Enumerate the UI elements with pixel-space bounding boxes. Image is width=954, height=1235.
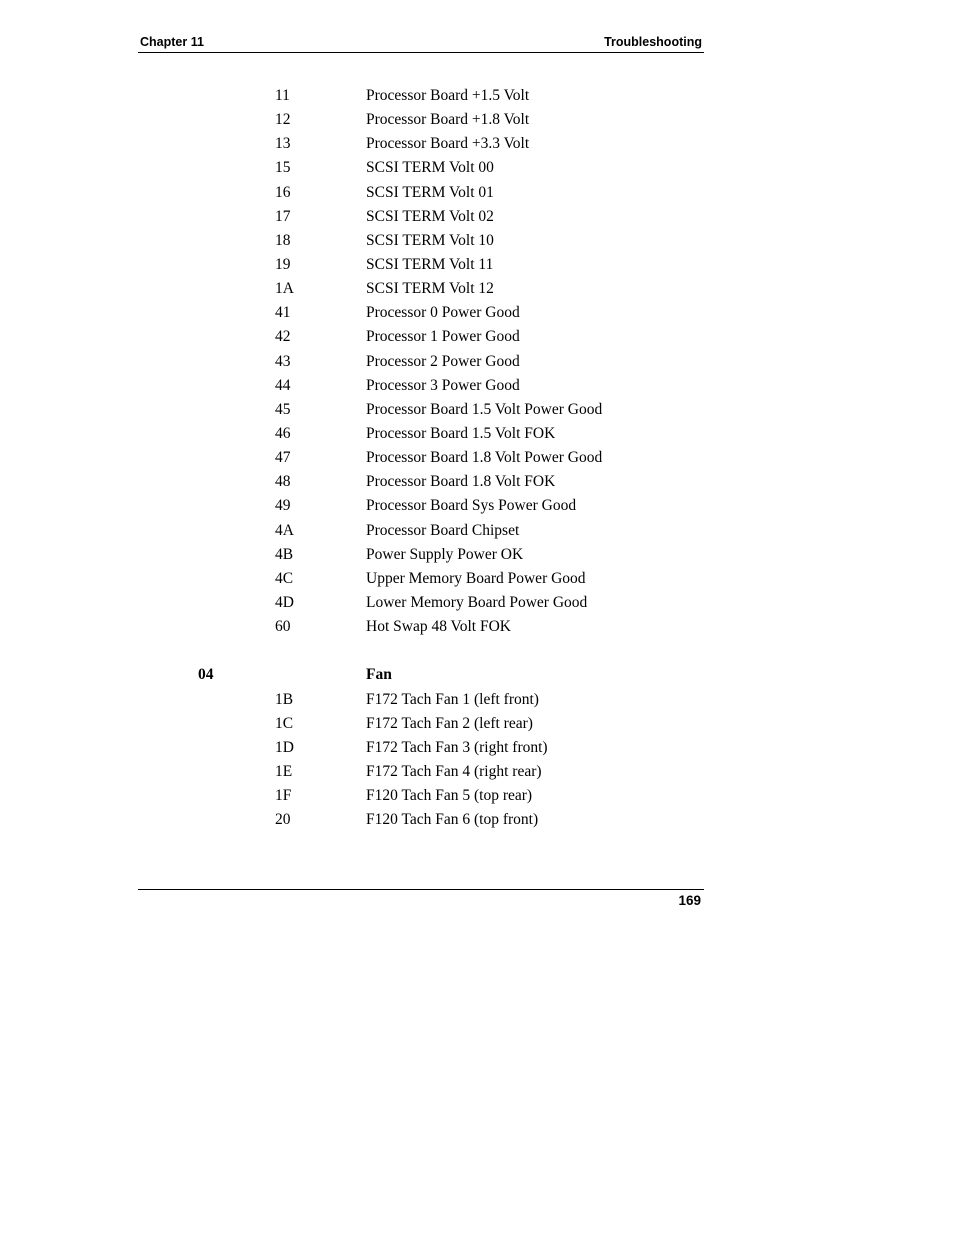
sensor-description: F120 Tach Fan 6 (top front) [366,811,539,829]
table-row [0,591,954,615]
table-row [0,253,954,277]
table-row [0,374,954,398]
table-row [0,325,954,349]
table-row [0,229,954,253]
sensor-description: Processor 3 Power Good [366,376,520,394]
table-row [0,736,954,760]
sensor-code: 49 [275,497,291,515]
sensor-code: 18 [275,231,291,249]
table-row [0,301,954,325]
group-code: 04 [198,666,214,684]
table-row [0,277,954,301]
sensor-code: 13 [275,135,291,153]
sensor-description: Processor Board Sys Power Good [366,497,577,515]
page-number: 169 [678,893,701,908]
sensor-code: 1D [275,738,294,756]
sensor-description: SCSI TERM Volt 01 [366,183,494,201]
table-row [0,688,954,712]
table-row [0,519,954,543]
page-header [138,33,704,53]
sensor-description: Processor Board 1.8 Volt FOK [366,473,556,491]
sensor-code: 1E [275,762,293,780]
table-row [0,494,954,518]
sensor-code: 4D [275,593,294,611]
table-row [0,712,954,736]
sensor-code: 1A [275,280,294,298]
table-row [0,760,954,784]
sensor-description: Processor Board 1.5 Volt Power Good [366,400,603,418]
sensor-code: 46 [275,424,291,442]
sensor-code: 1C [275,714,294,732]
sensor-description: F172 Tach Fan 4 (right rear) [366,762,542,780]
sensor-code: 12 [275,111,291,129]
sensor-description: F120 Tach Fan 5 (top rear) [366,787,533,805]
sensor-description: Power Supply Power OK [366,545,524,563]
sensor-code: 48 [275,473,291,491]
sensor-code: 44 [275,376,291,394]
sensor-description: SCSI TERM Volt 10 [366,231,494,249]
table-row [0,350,954,374]
table-row [0,132,954,156]
table-row [0,422,954,446]
sensor-description: SCSI TERM Volt 11 [366,255,494,273]
sensor-description: Lower Memory Board Power Good [366,593,588,611]
table-row [0,543,954,567]
sensor-description: Processor Board +1.5 Volt [366,87,530,104]
sensor-code: 17 [275,207,291,225]
sensor-description: F172 Tach Fan 1 (left front) [366,690,539,708]
sensor-description: Processor Board Chipset [366,521,520,539]
sensor-description: F172 Tach Fan 3 (right front) [366,738,548,756]
table-row [0,181,954,205]
sensor-description: Processor 2 Power Good [366,352,520,370]
page-footer [138,889,704,912]
sensor-description: F172 Tach Fan 2 (left rear) [366,714,533,732]
table-row [0,108,954,132]
sensor-code: 43 [275,352,291,370]
table-row [0,615,954,639]
table-row [0,808,954,832]
sensor-description: SCSI TERM Volt 00 [366,159,494,177]
sensor-code: 11 [275,87,290,104]
sensor-code: 1F [275,787,292,805]
table-row [0,446,954,470]
sensor-description: Hot Swap 48 Volt FOK [366,618,511,636]
sensor-description: Processor Board +3.3 Volt [366,135,530,153]
sensor-code: 4B [275,545,294,563]
sensor-code: 1B [275,690,294,708]
spacer [0,639,954,663]
group-name: Fan [366,666,392,684]
sensor-code: 47 [275,449,291,467]
sensor-code: 20 [275,811,291,829]
sensor-description: Processor Board 1.5 Volt FOK [366,424,556,442]
table-row [0,205,954,229]
table-row [0,470,954,494]
sensor-code: 16 [275,183,291,201]
sensor-description: Processor Board +1.8 Volt [366,111,530,129]
group-heading [0,663,954,687]
sensor-description: Processor 1 Power Good [366,328,520,346]
sensor-code: 4C [275,569,294,587]
sensor-description: SCSI TERM Volt 02 [366,207,494,225]
section-title: Troubleshooting [604,35,702,49]
sensor-code: 45 [275,400,291,418]
table-row [0,398,954,422]
sensor-description: Upper Memory Board Power Good [366,569,586,587]
sensor-table [0,84,954,832]
sensor-code: 41 [275,304,291,322]
sensor-code: 60 [275,618,291,636]
table-row [0,156,954,180]
table-row [0,84,954,108]
sensor-list-b [0,688,954,833]
sensor-code: 4A [275,521,294,539]
sensor-code: 19 [275,255,291,273]
sensor-code: 42 [275,328,291,346]
sensor-description: Processor Board 1.8 Volt Power Good [366,449,603,467]
table-row [0,784,954,808]
sensor-description: Processor 0 Power Good [366,304,520,322]
sensor-list-a [0,84,954,639]
table-row [0,567,954,591]
chapter-label: Chapter 11 [140,35,204,49]
sensor-description: SCSI TERM Volt 12 [366,280,494,298]
sensor-code: 15 [275,159,291,177]
